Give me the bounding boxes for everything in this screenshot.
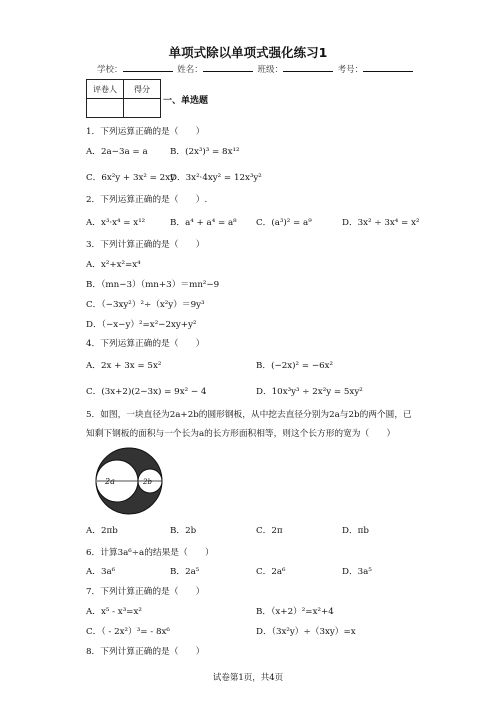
- q2-option-c[interactable]: C．(a³)² = a⁹: [256, 218, 312, 228]
- q1-option-b[interactable]: B．(2x³)³ = 8x¹²: [170, 147, 240, 157]
- q3-option-b[interactable]: B．（mn−3）（mn+3）＝mn²−9: [86, 280, 220, 290]
- question-5-stem-line1: 5．如图，一块直径为2a+2b的圆形钢板，从中挖去直径分别为2a与2b的两个圆，已: [86, 410, 412, 420]
- school-blank[interactable]: [123, 63, 173, 72]
- q1-option-c[interactable]: C．6x²y + 3x² = 2xy: [86, 173, 176, 183]
- circle-figure: [87, 446, 171, 516]
- q7-option-c[interactable]: C．（ - 2x²）³= - 8x⁶: [86, 627, 170, 637]
- section-heading: 一、单选题: [163, 96, 209, 106]
- score-cell[interactable]: [124, 99, 161, 118]
- class-blank[interactable]: [283, 63, 333, 72]
- q4-option-b[interactable]: B．(−2x)² = −6x²: [256, 361, 334, 371]
- q4-option-c[interactable]: C．(3x+2)(2−3x) = 9x² − 4: [86, 387, 207, 397]
- q1-option-d[interactable]: D．3x²·4xy² = 12x³y²: [170, 173, 262, 183]
- q4-option-d[interactable]: D．10x³y³ ÷ 2x²y = 5xy²: [256, 387, 363, 397]
- q5-option-d[interactable]: D．πb: [342, 526, 369, 536]
- q6-option-b[interactable]: B．2a⁵: [170, 567, 200, 577]
- page-footer: 试卷第1页，共4页: [212, 673, 284, 683]
- score-header: 得分: [124, 80, 161, 99]
- q5-option-c[interactable]: C．2π: [256, 526, 283, 536]
- q7-option-b[interactable]: B．（x+2）²=x²+4: [256, 607, 334, 617]
- q5-option-b[interactable]: B．2b: [170, 526, 197, 536]
- question-8-stem: 8．下列计算正确的是（ ）: [86, 647, 205, 657]
- q6-option-d[interactable]: D．3a⁵: [342, 567, 372, 577]
- q1-option-a[interactable]: A．2a−3a = a: [86, 147, 148, 157]
- q2-option-b[interactable]: B．a⁴ + a⁴ = a⁸: [170, 218, 237, 228]
- exam-no-blank[interactable]: [363, 63, 413, 72]
- label-2b: 2b: [143, 478, 152, 486]
- question-5-stem-line2: 知剩下钢板的面积与一个长为a的长方形面积相等，则这个长方形的宽为（ ）: [86, 429, 396, 439]
- q2-option-a[interactable]: A．x³·x⁴ = x¹²: [86, 218, 146, 228]
- name-blank[interactable]: [203, 63, 253, 72]
- name-label: 姓名：: [177, 65, 203, 75]
- q3-option-d[interactable]: D．（−x−y）²=x²−2xy+y²: [86, 320, 197, 330]
- label-2a: 2a: [105, 477, 115, 486]
- question-3-stem: 3．下列计算正确的是（ ）: [86, 240, 205, 250]
- q4-option-a[interactable]: A．2x + 3x = 5x²: [86, 361, 162, 371]
- reviewer-cell[interactable]: [87, 99, 124, 118]
- exam-no-label: 考号：: [337, 65, 364, 75]
- page-title: 单项式除以单项式强化练习1: [168, 45, 328, 60]
- question-7-stem: 7．下列计算正确的是（ ）: [86, 587, 205, 597]
- question-1-stem: 1．下列运算正确的是（ ）: [86, 127, 205, 137]
- question-6-stem: 6．计算3a⁶÷a的结果是（ ）: [86, 548, 214, 558]
- class-label: 班级：: [257, 65, 283, 75]
- school-label: 学校：: [97, 65, 123, 75]
- reviewer-header: 评卷人: [87, 80, 124, 99]
- student-info-line: [97, 63, 415, 75]
- q7-option-d[interactable]: D．（3x²y）÷（3xy）=x: [256, 627, 356, 637]
- score-table: [86, 79, 161, 118]
- question-2-stem: 2．下列运算正确的是（ ）.: [86, 195, 208, 205]
- q7-option-a[interactable]: A．x⁵ - x³=x²: [86, 607, 142, 617]
- q2-option-d[interactable]: D．3x² ÷ 3x⁴ = x²: [342, 218, 420, 228]
- q6-option-a[interactable]: A．3a⁶: [86, 567, 116, 577]
- q6-option-c[interactable]: C．2a⁶: [256, 567, 286, 577]
- q5-option-a[interactable]: A．2πb: [86, 526, 118, 536]
- q3-option-a[interactable]: A．x²+x²=x⁴: [86, 260, 141, 270]
- q3-option-c[interactable]: C．（−3xy²）²÷（x²y）＝9y³: [86, 300, 205, 310]
- question-4-stem: 4．下列运算正确的是（ ）: [86, 339, 205, 349]
